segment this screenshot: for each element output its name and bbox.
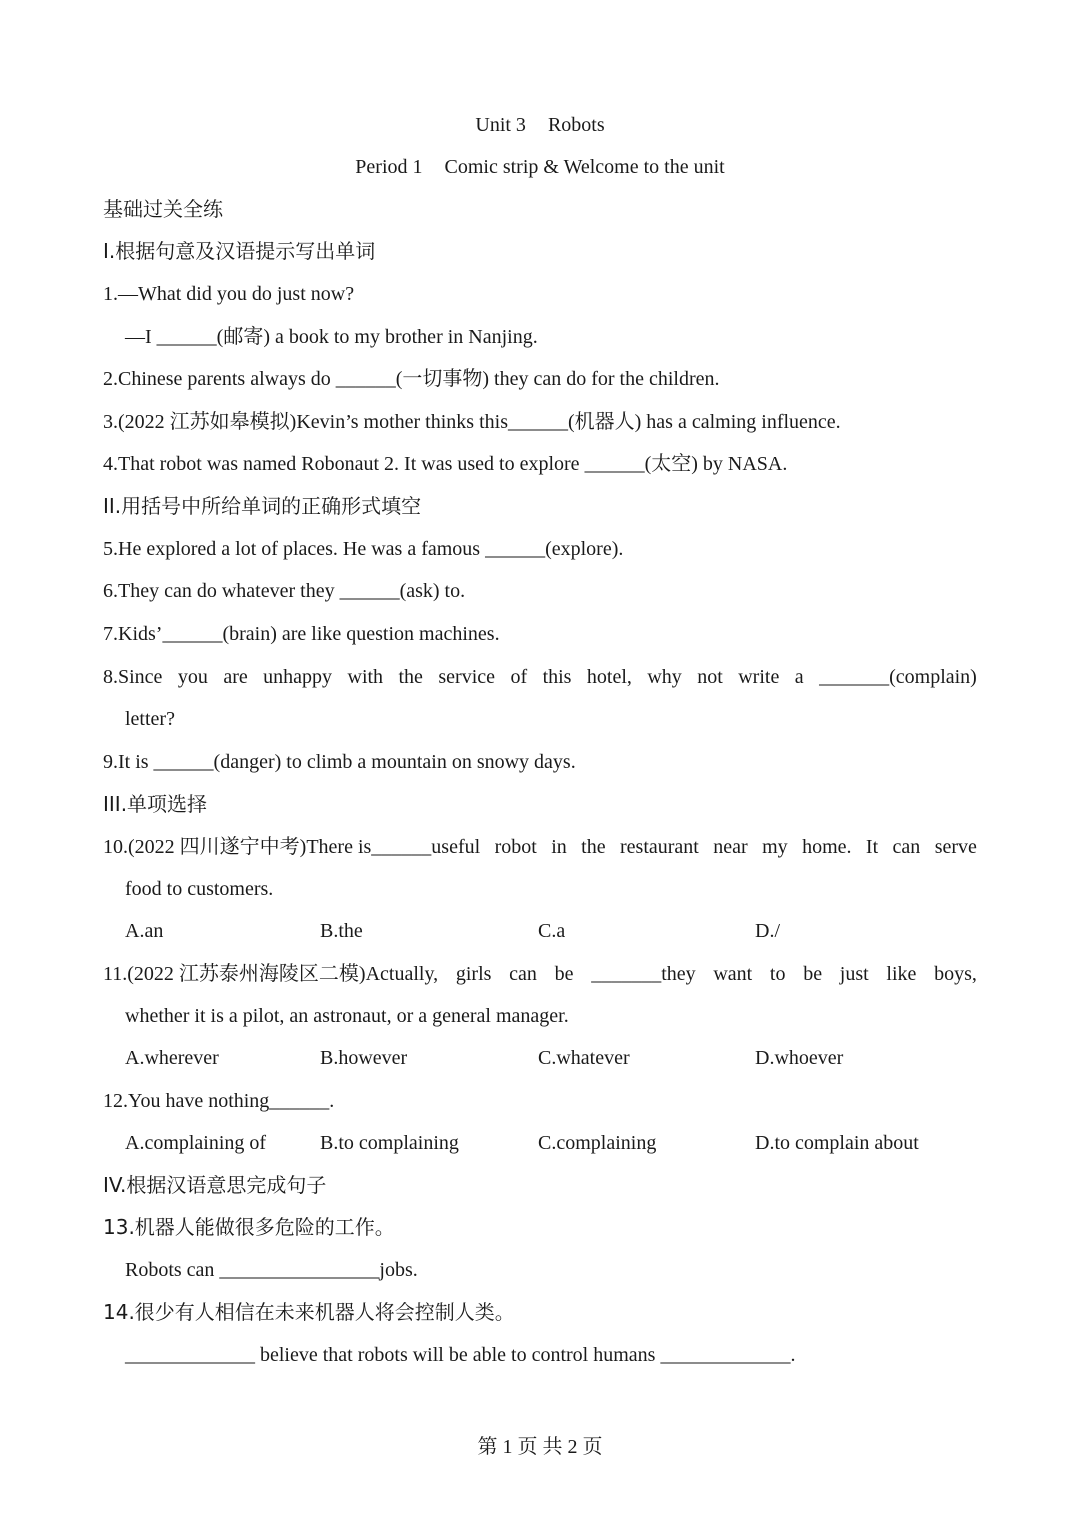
word: like xyxy=(886,963,917,985)
word: serve xyxy=(934,836,977,858)
question-10-line1 xyxy=(103,833,977,861)
word: the xyxy=(398,666,423,688)
question-5: 5.He explored a lot of places. He was a famous ______(explore). xyxy=(103,538,624,560)
word: can xyxy=(509,963,537,985)
question-14-answer: _____________ believe that robots will be able to control humans _____________. xyxy=(125,1344,796,1366)
word: hotel, xyxy=(586,666,632,688)
word: 8.Since xyxy=(103,666,163,688)
word: restaurant xyxy=(620,836,699,858)
word: _______they xyxy=(591,963,696,985)
unit-title xyxy=(0,111,1080,139)
section-4-heading: IV.根据汉语意思完成句子 xyxy=(103,1173,327,1197)
question-11-option-d[interactable]: D.whoever xyxy=(755,1047,844,1069)
question-11-option-b[interactable]: B.however xyxy=(320,1047,408,1069)
word: want xyxy=(713,963,753,985)
unit-number: Unit 3 xyxy=(475,114,526,136)
word: boys, xyxy=(934,963,977,985)
word: why xyxy=(647,666,682,688)
section-header: 基础过关全练 xyxy=(103,197,223,221)
period-title xyxy=(0,153,1080,181)
word: with xyxy=(347,666,384,688)
word: not xyxy=(697,666,723,688)
word: home. xyxy=(802,836,852,858)
word: robot xyxy=(494,836,537,858)
question-6: 6.They can do whatever they ______(ask) to. xyxy=(103,580,466,602)
unit-name: Robots xyxy=(547,114,605,136)
question-3: 3.(2022 江苏如皋模拟)Kevin’s mother thinks this______(机器人) has a calming influence. xyxy=(103,411,841,433)
word: just xyxy=(839,963,869,985)
question-9: 9.It is ______(danger) to climb a mountain on snowy days. xyxy=(103,751,576,773)
question-7: 7.Kids’______(brain) are like question machines. xyxy=(103,623,500,645)
question-14-prompt: 14.很少有人相信在未来机器人将会控制人类。 xyxy=(103,1300,515,1324)
word: the xyxy=(581,836,606,858)
period-subtitle: Comic strip & Welcome to the unit xyxy=(444,156,725,178)
question-11-option-a[interactable]: A.wherever xyxy=(125,1047,219,1069)
section-3-heading: III.单项选择 xyxy=(103,792,208,816)
question-10-line2: food to customers. xyxy=(125,878,274,900)
word: be xyxy=(803,963,823,985)
word: be xyxy=(554,963,574,985)
question-10-option-a[interactable]: A.an xyxy=(125,920,164,942)
question-4: 4.That robot was named Robonaut 2. It was used to explore ______(太空) by NASA. xyxy=(103,453,788,475)
word: 10.(2022 四川遂宁中考)There is______useful xyxy=(103,836,481,858)
question-11-line1 xyxy=(103,960,977,988)
question-8-line2: letter? xyxy=(125,708,175,730)
question-12-option-d[interactable]: D.to complain about xyxy=(755,1132,919,1154)
question-2: 2.Chinese parents always do ______(一切事物) they can do for the children. xyxy=(103,368,720,390)
word: girls xyxy=(455,963,492,985)
word: of xyxy=(510,666,528,688)
question-12-option-a[interactable]: A.complaining of xyxy=(125,1132,267,1154)
word: _______(complain) xyxy=(819,666,977,688)
question-10-option-d[interactable]: D./ xyxy=(755,920,780,942)
question-1-line1: 1.—What did you do just now? xyxy=(103,283,355,305)
word: are xyxy=(223,666,248,688)
page-number: 第 1 页 共 2 页 xyxy=(477,1436,603,1458)
word: can xyxy=(892,836,921,858)
question-13-answer: Robots can ________________jobs. xyxy=(125,1259,418,1281)
question-12-option-b[interactable]: B.to complaining xyxy=(320,1132,459,1154)
question-11-line2: whether it is a pilot, an astronaut, or a general manager. xyxy=(125,1005,569,1027)
word: you xyxy=(177,666,208,688)
question-1-line2: —I ______(邮寄) a book to my brother in Nanjing. xyxy=(125,326,538,348)
word: near xyxy=(713,836,748,858)
word: write xyxy=(738,666,780,688)
question-12-option-c[interactable]: C.complaining xyxy=(538,1132,657,1154)
question-10-option-b[interactable]: B.the xyxy=(320,920,363,942)
period-number: Period 1 xyxy=(355,156,423,178)
question-12: 12.You have nothing______. xyxy=(103,1090,335,1112)
question-10-option-c[interactable]: C.a xyxy=(538,920,566,942)
word: a xyxy=(794,666,804,688)
word: to xyxy=(769,963,786,985)
question-11-option-c[interactable]: C.whatever xyxy=(538,1047,630,1069)
section-1-heading: I.根据句意及汉语提示写出单词 xyxy=(103,239,376,263)
question-8-line1 xyxy=(103,663,977,691)
word: this xyxy=(542,666,572,688)
question-13-prompt: 13.机器人能做很多危险的工作。 xyxy=(103,1215,395,1239)
word: service xyxy=(438,666,496,688)
word: unhappy xyxy=(263,666,333,688)
word: 11.(2022 江苏泰州海陵区二模)Actually, xyxy=(103,963,439,985)
word: It xyxy=(865,836,879,858)
section-2-heading: II.用括号中所给单词的正确形式填空 xyxy=(103,494,422,518)
word: in xyxy=(551,836,567,858)
word: my xyxy=(762,836,788,858)
